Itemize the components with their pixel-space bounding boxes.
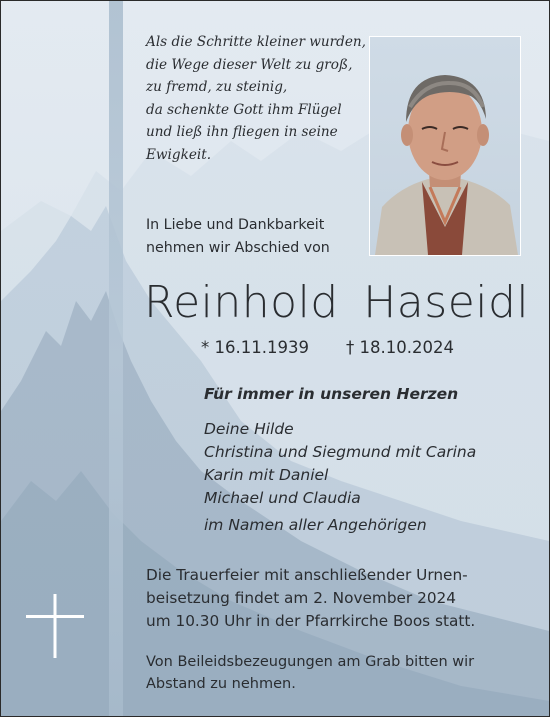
- condolence-line: Abstand zu nehmen.: [146, 676, 296, 692]
- poem: Als die Schritte kleiner wurden, die Wege dieser Welt zu groß, zu fremd, zu steinig, da schenkte Gott ihm Flügel und ließ ihn fliegen in seine Ewigkeit.: [146, 34, 367, 163]
- birth-date: * 16.11.1939: [201, 338, 309, 357]
- family-member: Christina und Siegmund mit Carina: [204, 443, 477, 461]
- portrait-illustration: [370, 37, 520, 255]
- motto: Für immer in unseren Herzen: [204, 385, 459, 403]
- portrait-photo: [369, 36, 521, 256]
- relatives-line: im Namen aller Angehörigen: [204, 516, 427, 534]
- condolence-line: Von Beileidsbezeugungen am Grab bitten wir: [146, 654, 475, 670]
- ceremony-line: beisetzung findet am 2. November 2024: [146, 589, 457, 607]
- family-member: Karin mit Daniel: [204, 466, 329, 484]
- deceased-name: Reinhold Haseidl: [144, 277, 530, 328]
- death-date: † 18.10.2024: [346, 338, 454, 357]
- family-list: [204, 418, 476, 510]
- cross-icon: [26, 594, 84, 658]
- ceremony-notice: [146, 564, 536, 633]
- ceremony-line: Die Trauerfeier mit anschließender Urnen-: [146, 566, 468, 584]
- family-member: Michael und Claudia: [204, 489, 361, 507]
- vertical-accent-stripe: [109, 1, 123, 716]
- ceremony-line: um 10.30 Uhr in der Pfarrkirche Boos statt.: [146, 612, 476, 630]
- condolence-notice: [146, 651, 536, 695]
- family-member: Deine Hilde: [204, 420, 294, 438]
- intro-text: In Liebe und Dankbarkeit nehmen wir Abschied von: [146, 217, 330, 256]
